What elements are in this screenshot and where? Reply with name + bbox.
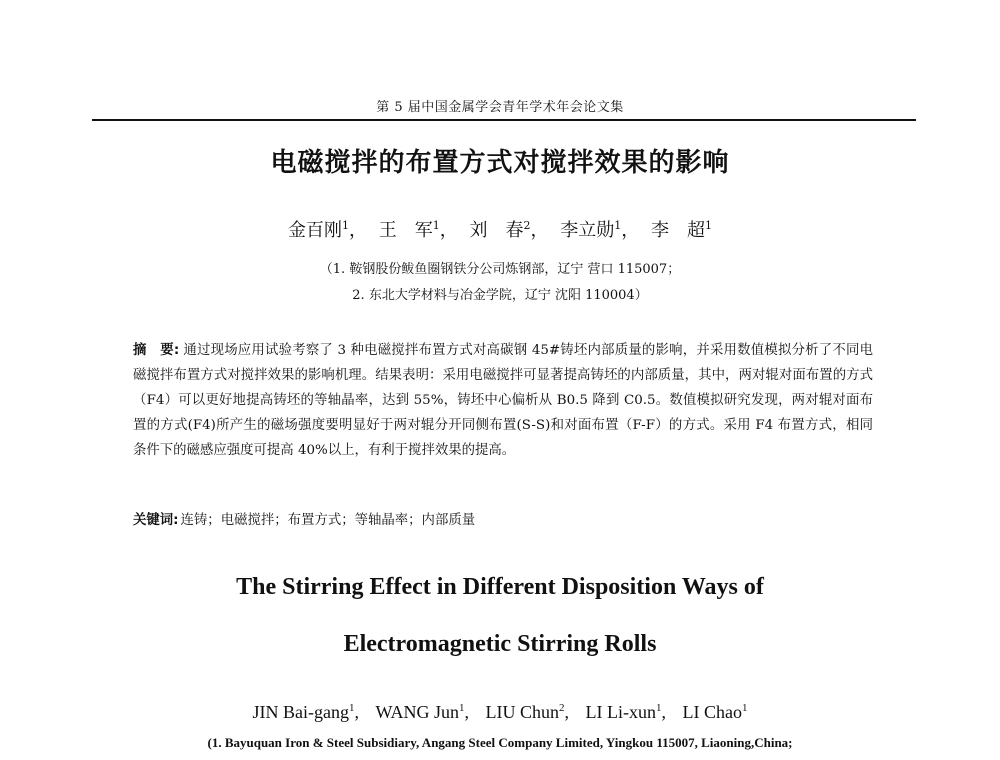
chinese-title: 电磁搅拌的布置方式对搅拌效果的影响 [270, 148, 730, 178]
english-affiliation: (1. Bayuquan Iron & Steel Subsidiary, Angang Steel Company Limited, Yingkou 115007, Liaoning,China; [207, 735, 793, 750]
chinese-author: 李立勋$^1$， [560, 219, 640, 241]
chinese-affiliation-1: （1. 鞍钢股份鲅鱼圈钢铁分公司炼钢部，辽宁 营口 115007； [319, 262, 681, 277]
keywords-label: 关键词: [133, 513, 179, 528]
english-author: JIN Bai-gang$^1$, [252, 702, 359, 722]
english-author: WANG Jun$^1$, [375, 702, 469, 722]
english-author: LI Li-xun$^1$, [585, 702, 666, 722]
keywords [133, 509, 873, 528]
abstract-label: 摘 要: [133, 343, 180, 358]
english-title-line-2: Electromagnetic Stirring Rolls [343, 631, 657, 657]
abstract-text: 通过现场应用试验考察了 3 种电磁搅拌布置方式对高碳钢 45#铸坯内部质量的影响，并采用数值模拟分析了不同电磁搅拌布置方式对搅拌效果的影响机理。结果表明：采用电磁搅拌可显著提高铸坯的内部质量，其中，两对辊对面布置的方式（F4）可以更好地提高铸坯的等轴晶率，达到 55%，铸坯中心偏析从 B0.5 降到 C0.5。数值模拟研究发现，两对辊对面布置的方式(F4)所产生的磁场强度要明显好于两对辊分开同侧布置(S-S)和对面布置（F-F）的方式。采用 F4 布置方式，相同条件下的磁感应强度可提高 40%以上，有利于搅拌效果的提高。 [133, 343, 873, 458]
chinese-affiliation-2: 2. 东北大学材料与冶金学院，辽宁 沈阳 110004） [352, 288, 648, 303]
keywords-text: 连铸；电磁搅拌；布置方式；等轴晶率；内部质量 [180, 513, 476, 528]
header-rule [92, 119, 916, 121]
chinese-author: 李 超$^1$ [650, 219, 712, 241]
chinese-authors [0, 216, 1000, 242]
english-authors [0, 702, 1000, 723]
english-title-line-1: The Stirring Effect in Different Disposition Ways of [236, 574, 764, 600]
abstract [133, 338, 873, 463]
chinese-author: 刘 春$^2$， [469, 219, 549, 241]
chinese-author: 金百刚$^1$， [288, 219, 368, 241]
english-author: LI Chao$^1$ [682, 702, 748, 722]
english-author: LIU Chun$^2$, [485, 702, 569, 722]
conference-header: 第 5 届中国金属学会青年学术年会论文集 [376, 100, 624, 115]
chinese-author: 王 军$^1$， [378, 219, 458, 241]
